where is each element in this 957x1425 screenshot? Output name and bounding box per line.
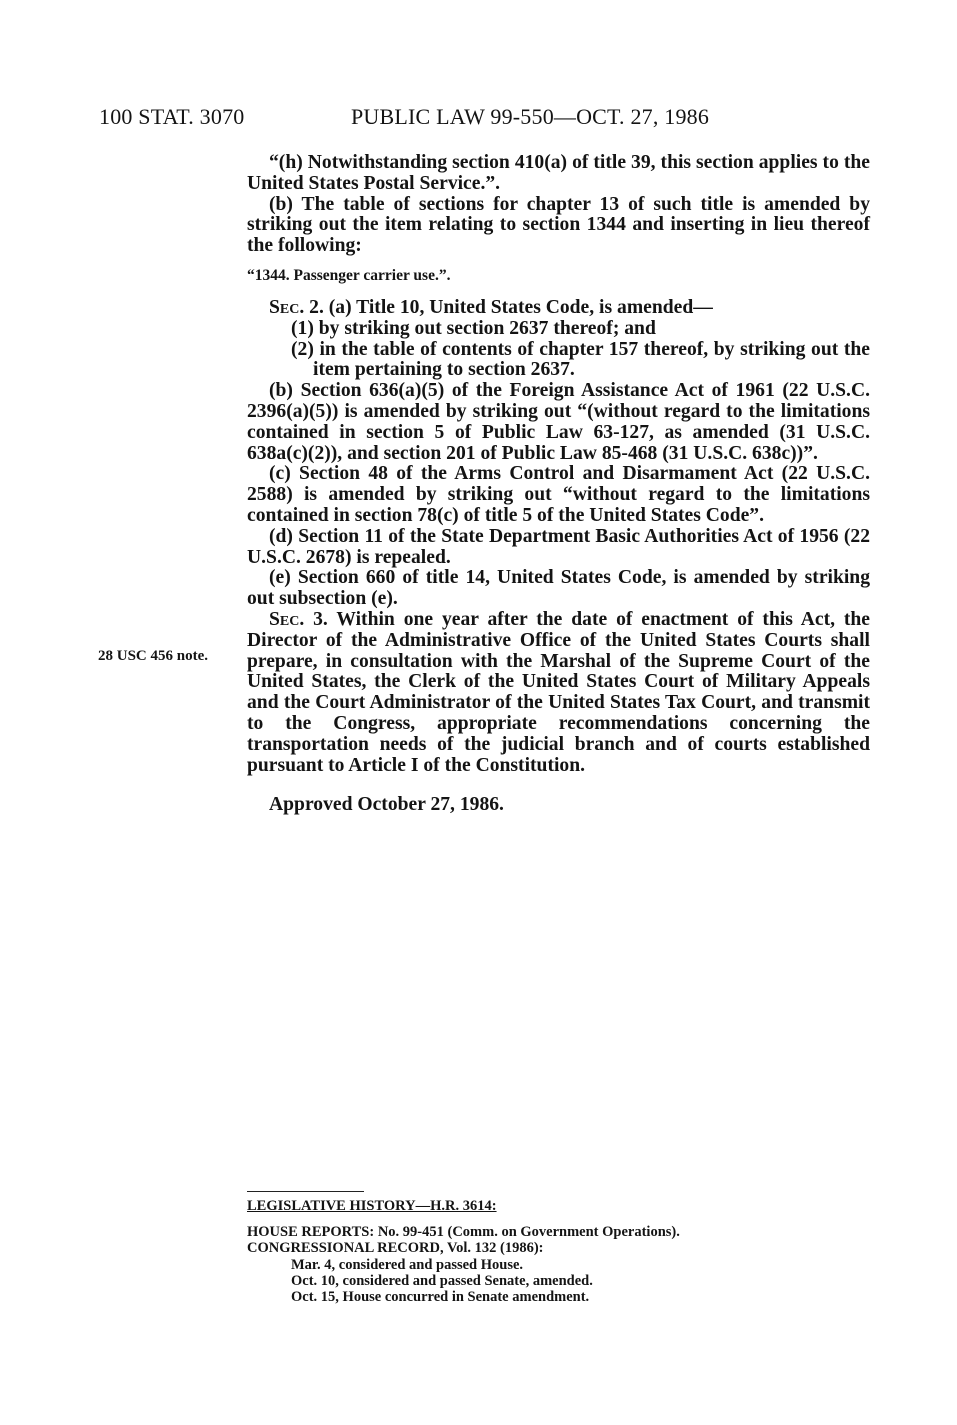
legislative-history [247,1198,807,1305]
section-2-d: (d) Section 11 of the State Department Basic Authorities Act of 1956 (22 U.S.C. 2678) is repealed. [247,525,870,568]
section-2-a-1: (1) by striking out section 2637 thereof; and [291,317,656,339]
paragraph-h: “(h) Notwithstanding section 410(a) of title 39, this section applies to the United States Postal Service.”. [247,152,870,194]
table-item: “1344. Passenger carrier use.”. [247,266,451,284]
history-entry: Mar. 4, considered and passed House. [291,1256,524,1273]
margin-note: 28 USC 456 note. [98,648,209,664]
section-3 [247,610,870,776]
congressional-record: CONGRESSIONAL RECORD, Vol. 132 (1986): [247,1240,544,1257]
section-2-a-2: (2) in the table of contents of chapter 157 thereof, by striking out the item pertaining to section 2637. [291,338,870,381]
legislative-history-title: LEGISLATIVE HISTORY—H.R. 3614: [247,1198,497,1214]
footnote-rule [247,1191,364,1192]
section-2-e: (e) Section 660 of title 14, United States Code, is amended by striking out subsection (e). [247,567,870,610]
history-entry: Oct. 10, considered and passed Senate, amended. [291,1272,593,1289]
statute-page-number: 100 STAT. 3070 [99,104,245,129]
section-3-text: Within one year after the date of enactment of this Act, the Director of the Administrative Office of the United States Courts shall prepare, in consultation with the Marshal of the Supreme Court of the United States, the Clerk of the United States Court of Military Appeals and the Court Administrator of the United States Tax Court, and transmit to the Congress, appropriate recommendations concerning the transportation needs of the judicial branch and of courts established pursuant to Article I of the Constitution. [247,608,870,776]
house-reports: HOUSE REPORTS: No. 99-451 (Comm. on Government Operations). [247,1224,680,1241]
statute-body [247,153,870,816]
section-2-a-text: (a) Title 10, United States Code, is amended— [323,296,713,318]
public-law-header: PUBLIC LAW 99-550—OCT. 27, 1986 [351,104,710,129]
section-3-label: Sec. 3. [269,608,328,630]
section-2-b: (b) Section 636(a)(5) of the Foreign Assistance Act of 1961 (22 U.S.C. 2396(a)(5)) is amended by striking out “(without regard to the limitations contained in section 5 of Public Law 63-127, as amended (31 U.S.C. 638a(c)(2)), and section 201 of Public Law 85-468 (31 U.S.C. 638c))”. [247,380,870,464]
paragraph-b-table: (b) The table of sections for chapter 13 of such title is amended by striking out the item relating to section 1344 and inserting in lieu thereof the following: [247,193,870,257]
section-2-a [247,298,870,319]
section-2-label: Sec. 2. [269,296,324,318]
history-entry: Oct. 15, House concurred in Senate amendment. [291,1289,590,1306]
section-2-c: (c) Section 48 of the Arms Control and Disarmament Act (22 U.S.C. 2588) is amended by striking out “without regard to the limitations contained in section 78(c) of title 5 of the United States Code”. [247,463,870,526]
approval-date: Approved October 27, 1986. [269,794,504,816]
